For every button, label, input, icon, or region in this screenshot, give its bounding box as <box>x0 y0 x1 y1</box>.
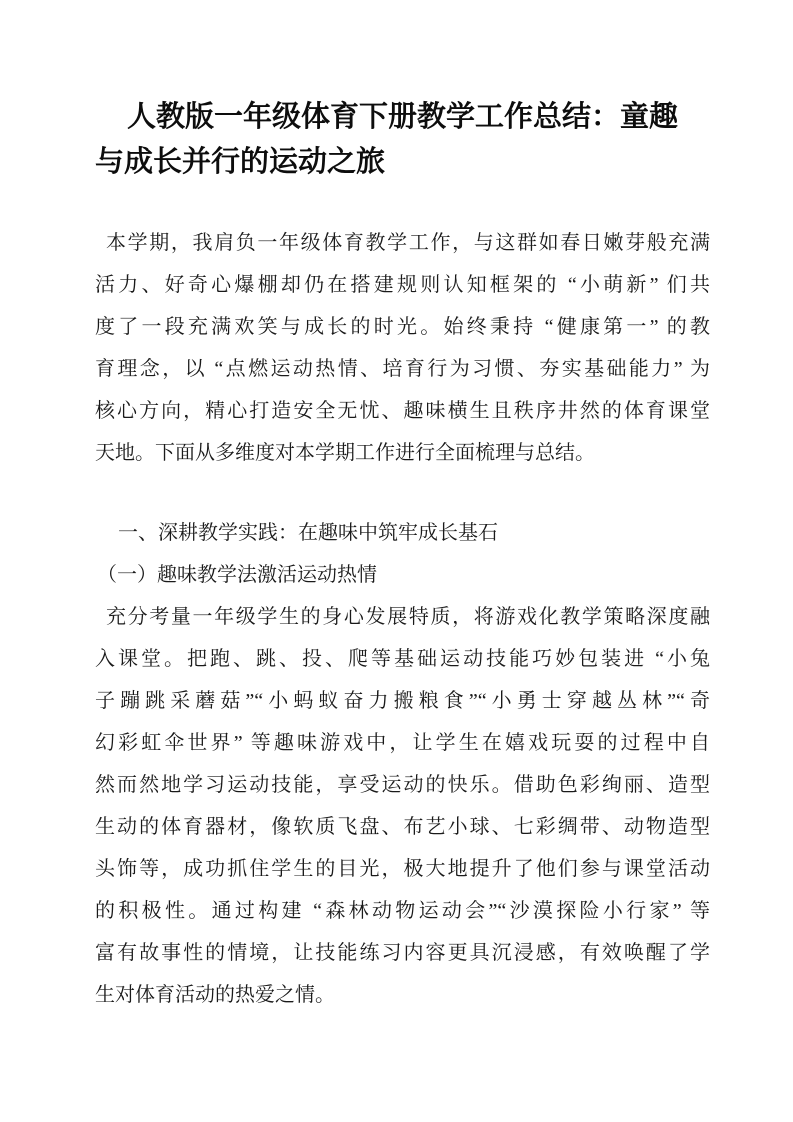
text-line: 人教版一年级体育下册教学工作总结：童趣 <box>126 101 678 133</box>
document-title <box>95 95 710 185</box>
text-line: 然而然地学习运动技能，享受运动的快乐。借助色彩绚丽、造型 <box>95 774 710 796</box>
section-heading: 一、深耕教学实践：在趣味中筑牢成长基石 <box>118 522 498 544</box>
text-line: 入课堂。把跑、跳、投、爬等基础运动技能巧妙包装进 “小兔 <box>95 648 710 670</box>
text-line: 本学期，我肩负一年级体育教学工作，与这群如春日嫩芽般充满 <box>106 232 710 254</box>
text-line: 天地。下面从多维度对本学期工作进行全面梳理与总结。 <box>95 442 595 464</box>
text-line: 幻彩虹伞世界” 等趣味游戏中，让学生在嬉戏玩耍的过程中自 <box>95 732 710 754</box>
sub-heading: （一）趣味教学法激活运动热情 <box>97 564 377 586</box>
paragraph-1 <box>95 222 710 474</box>
text-line: 的积极性。通过构建 “森林动物运动会”“沙漠探险小行家” 等 <box>95 900 710 922</box>
text-line: 头饰等，成功抓住学生的目光，极大地提升了他们参与课堂活动 <box>95 858 710 880</box>
text-line: 富有故事性的情境，让技能练习内容更具沉浸感，有效唤醒了学 <box>95 942 710 964</box>
text-line: 生动的体育器材，像软质飞盘、布艺小球、七彩绸带、动物造型 <box>95 816 710 838</box>
text-line: 度了一段充满欢笑与成长的时光。始终秉持 “健康第一” 的教 <box>95 316 710 338</box>
section-1 <box>95 512 710 1016</box>
paragraph-2 <box>95 596 710 1016</box>
text-line: 与成长并行的运动之旅 <box>95 146 386 178</box>
text-line: 核心方向，精心打造安全无忧、趣味横生且秩序井然的体育课堂 <box>95 400 710 422</box>
text-line: 子蹦跳采蘑菇”“小蚂蚁奋力搬粮食”“小勇士穿越丛林”“奇 <box>95 690 710 712</box>
text-line: 育理念，以 “点燃运动热情、培育行为习惯、夯实基础能力” 为 <box>95 358 710 380</box>
text-line: 活力、好奇心爆棚却仍在搭建规则认知框架的 “小萌新” 们共 <box>95 274 710 296</box>
text-line: 生对体育活动的热爱之情。 <box>95 984 335 1006</box>
text-line: 充分考量一年级学生的身心发展特质，将游戏化教学策略深度融 <box>106 606 710 628</box>
